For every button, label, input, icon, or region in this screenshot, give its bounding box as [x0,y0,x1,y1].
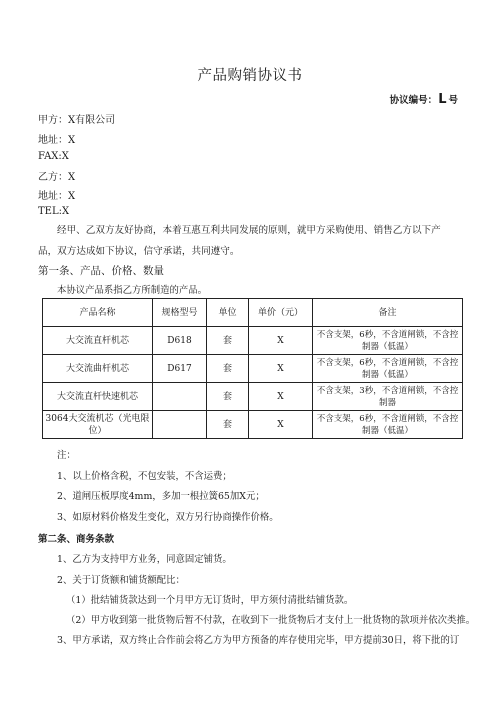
clause-item: （2）甲方收到第一批货物后暂不付款，在收到下一批货物后才支付上一批货物的款项并依次类推。 [66,615,476,626]
clause-item: 3、甲方承诺，双方终止合作前会将乙方为甲方预备的库存使用完毕，甲方提前30日，将下批的订 [57,635,460,646]
document-title: 产品购销协议书 [197,68,303,84]
cell-unit: 套 [207,383,249,411]
cell-product-name: 大交流直杆快速机芯 [43,383,153,411]
cell-remarks: 不含支架，6秒，不含道闸锁，不含控制器（低温） [313,327,463,355]
section2-heading: 第二条、商务条款 [38,534,115,545]
party-a-name: 甲方：X有限公司 [38,115,116,126]
table-row [43,411,463,439]
cell-product-name: 3064大交流机芯（光电限位） [43,411,153,439]
clause-item: 1、乙方为支持甲方业务，同意固定铺货。 [57,554,232,565]
note-item: 2、道闸压板厚度4mm，多加一根拉簧65加X元； [57,491,265,502]
cell-remarks: 不含支架，6秒，不含道闸锁，不含控制器（低温） [313,355,463,383]
note-item: 3、如原材料价格发生变化，双方另行协商操作价格。 [57,512,279,523]
cell-unit: 套 [207,327,249,355]
clause-item: 2、关于订货额和铺货额配比： [57,575,185,586]
section1-description: 本协议产品系指乙方所制造的产品。 [57,285,208,296]
cell-unit-price: X [249,383,313,411]
party-a-address: 地址：X [38,135,76,146]
party-b-name: 乙方：X [38,172,76,183]
header-unit-price: 单价（元） [249,299,313,327]
table-header-row [43,299,463,327]
note-item: 1、以上价格含税，不包安装，不含运费； [57,471,232,482]
table-row [43,383,463,411]
product-table [42,298,463,439]
table-row [43,327,463,355]
cell-model: D618 [153,327,207,355]
header-product-name: 产品名称 [43,299,153,327]
table-row [43,355,463,383]
header-model: 规格型号 [153,299,207,327]
party-a-fax: FAX:X [38,151,69,162]
cell-model: D617 [153,355,207,383]
notes-label: 注： [57,450,76,461]
header-unit: 单位 [207,299,249,327]
agreement-number-suffix: 号 [448,95,458,106]
cell-model [153,411,207,439]
cell-model [153,383,207,411]
cell-unit-price: X [249,355,313,383]
cell-remarks: 不含支架，3秒，不含道闸锁，不含控制器 [313,383,463,411]
cell-product-name: 大交流直杆机芯 [43,327,153,355]
clause-item: （1）批结铺货款达到一个月甲方无订货时，甲方须付清批结铺货款。 [66,595,354,606]
intro-paragraph: 经甲、乙双方友好协商，本着互惠互利共同发展的原则，就甲方采购使用、销售乙方以下产品，双方达成如下协议，信守承诺，共同遵守。 [38,225,441,257]
cell-product-name: 大交流曲杆机芯 [43,355,153,383]
agreement-number-label: 协议编号： [389,95,438,106]
cell-remarks: 不含支架，6秒，不含道闸锁，不含控制器（低温） [313,411,463,439]
party-b-address: 地址：X [38,191,76,202]
cell-unit: 套 [207,355,249,383]
agreement-number-value: L [438,92,447,107]
cell-unit-price: X [249,327,313,355]
header-remarks: 备注 [313,299,463,327]
section1-heading: 第一条、产品、价格、数量 [38,265,164,277]
cell-unit-price: X [249,411,313,439]
party-b-tel: TEL:X [38,206,70,217]
cell-unit: 套 [207,411,249,439]
agreement-number [390,92,458,107]
